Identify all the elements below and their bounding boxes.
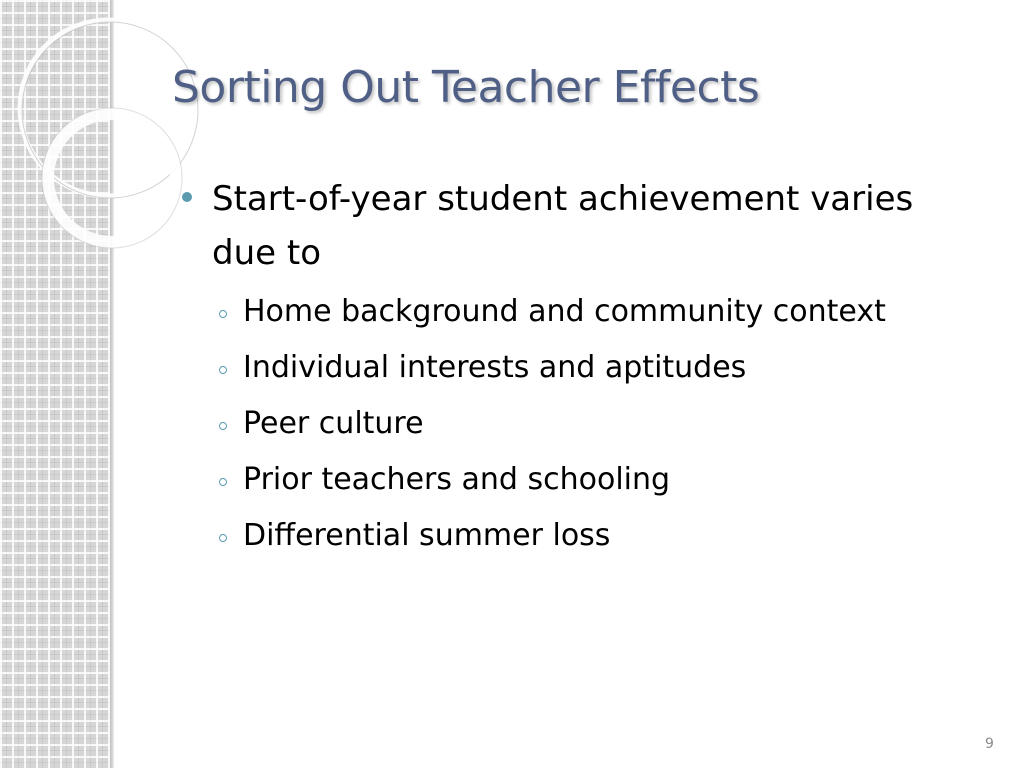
sub-bullet bbox=[182, 508, 982, 564]
bullet-ring-icon bbox=[219, 422, 227, 430]
bullet-ring-icon bbox=[219, 366, 227, 374]
sub-bullet-text: Peer culture bbox=[243, 406, 424, 441]
bullet-ring-icon bbox=[219, 534, 227, 542]
sub-bullet bbox=[182, 284, 982, 340]
slide-number: 9 bbox=[985, 736, 994, 752]
main-bullet bbox=[182, 172, 982, 280]
sub-bullet-list bbox=[182, 284, 982, 564]
decorative-rings bbox=[0, 0, 200, 260]
bullet-dot-icon bbox=[182, 192, 192, 202]
bullet-ring-icon bbox=[219, 310, 227, 318]
sub-bullet bbox=[182, 396, 982, 452]
main-bullet-text: Start-of-year student achievement varies due to bbox=[212, 179, 914, 273]
bullet-ring-icon bbox=[219, 478, 227, 486]
sub-bullet-text: Home background and community context bbox=[243, 294, 886, 329]
bullet-content bbox=[182, 172, 982, 564]
sub-bullet bbox=[182, 452, 982, 508]
sub-bullet-text: Individual interests and aptitudes bbox=[243, 350, 747, 385]
sub-bullet bbox=[182, 340, 982, 396]
slide-title: Sorting Out Teacher Effects bbox=[172, 62, 760, 113]
sub-bullet-text: Differential summer loss bbox=[243, 518, 611, 553]
sub-bullet-text: Prior teachers and schooling bbox=[243, 462, 671, 497]
